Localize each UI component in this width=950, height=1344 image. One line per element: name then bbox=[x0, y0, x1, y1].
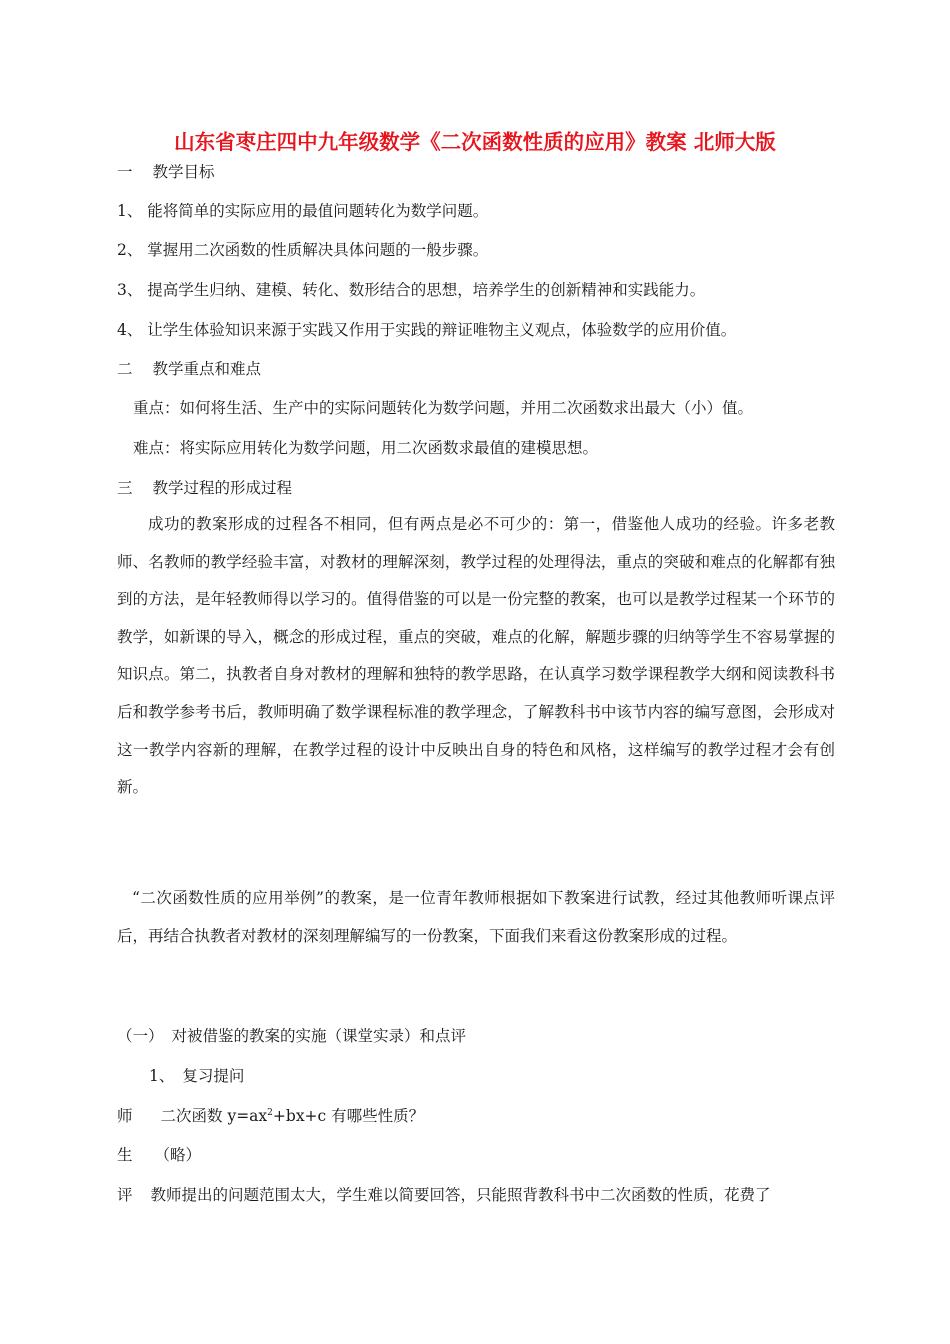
goal-item: 1、 能将简单的实际应用的最值问题转化为数学问题。 bbox=[117, 202, 489, 220]
goal-item: 3、 提高学生归纳、建模、转化、数形结合的思想，培养学生的创新精神和实践能力。 bbox=[117, 281, 706, 299]
subsection-number: （一） bbox=[117, 1027, 164, 1045]
section-label: 教学目标 bbox=[152, 163, 215, 181]
section-label: 教学重点和难点 bbox=[152, 360, 262, 378]
subsection-label: 对被借鉴的教案的实施（课堂实录）和点评 bbox=[171, 1027, 467, 1045]
comment-text: 教师提出的问题范围太大，学生难以简要回答，只能照背教科书中二次函数的性质，花费了 bbox=[150, 1186, 771, 1204]
step-number: 1、 bbox=[149, 1067, 175, 1085]
dialogue-student bbox=[117, 1145, 201, 1165]
key-point: 重点：如何将生活、生产中的实际问题转化为数学问题，并用二次函数求出最大（小）值。 bbox=[133, 399, 754, 417]
speaker-role: 师 bbox=[117, 1107, 133, 1125]
section-heading-goals bbox=[117, 162, 215, 182]
dialogue-comment bbox=[117, 1185, 771, 1205]
difficult-point: 难点：将实际应用转化为数学问题，用二次函数求最值的建模思想。 bbox=[133, 439, 599, 457]
dialogue-teacher bbox=[117, 1106, 424, 1126]
body-paragraph: 成功的教案形成的过程各不相同，但有两点是必不可少的：第一，借鉴他人成功的经验。许多老教师、名教师的教学经验丰富，对教材的理解深刻，教学过程的处理得法，重点的突破和难点的化解都有独到的方法，是年轻教师得以学习的。值得借鉴的可以是一份完整的教案，也可以是教学过程某一个环节的教学，如新课的导入，概念的形成过程，重点的突破，难点的化解，解题步骤的归纳等学生不容易掌握的知识点。第二，执教者自身对教材的理解和独特的教学思路，在认真学习数学课程教学大纲和阅读教科书后和教学参考书后，教师明确了数学课程标准的教学理念，了解教科书中该节内容的编写意图，会形成对这一教学内容新的理解，在教学过程的设计中反映出自身的特色和风格，这样编写的教学过程才会有创新。 bbox=[117, 515, 835, 797]
teacher-question: 二次函数 $y=ax^2+bx+c$ 有哪些性质？ bbox=[160, 1107, 425, 1125]
section-number: 一 bbox=[117, 163, 133, 181]
goal-item: 2、 掌握用二次函数的性质解决具体问题的一般步骤。 bbox=[117, 241, 489, 259]
superscript: 2 bbox=[267, 1107, 273, 1118]
subsection-heading bbox=[117, 1026, 466, 1046]
speaker-role: 生 bbox=[117, 1146, 133, 1164]
speaker-role: 评 bbox=[117, 1186, 133, 1204]
section-number: 二 bbox=[117, 360, 133, 378]
section-number: 三 bbox=[117, 479, 133, 497]
step-heading bbox=[149, 1066, 244, 1086]
section-label: 教学过程的形成过程 bbox=[152, 479, 293, 497]
student-answer: （略） bbox=[154, 1146, 202, 1164]
body-paragraph: “二次函数性质的应用举例”的教案，是一位青年教师根据如下教案进行试教，经过其他教师听课点评后，再结合执教者对教材的深刻理解编写的一份教案，下面我们来看这份教案形成的过程。 bbox=[117, 889, 835, 945]
goal-item: 4、 让学生体验知识来源于实践又作用于实践的辩证唯物主义观点，体验数学的应用价值。 bbox=[117, 321, 737, 339]
document-title: 山东省枣庄四中九年级数学《二次函数性质的应用》教案 北师大版 bbox=[174, 130, 776, 154]
section-heading-process bbox=[117, 478, 292, 498]
step-label: 复习提问 bbox=[182, 1067, 245, 1085]
section-heading-key-points bbox=[117, 359, 261, 379]
